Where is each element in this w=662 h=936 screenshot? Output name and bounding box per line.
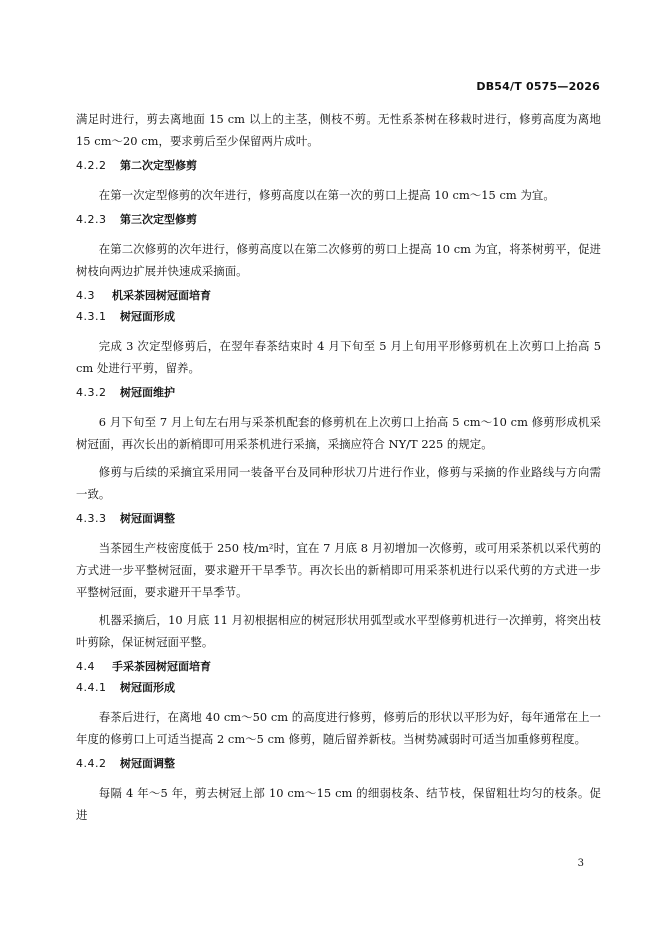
- section-number: 4.4.2: [76, 757, 107, 770]
- section-title: 树冠面调整: [120, 512, 175, 525]
- paragraph-continued: 满足时进行，剪去离地面 15 cm 以上的主茎，侧枝不剪。无性系茶树在移栽时进行，修剪高度为离地 15 cm～20 cm，要求剪后至少保留两片成叶。: [76, 112, 601, 148]
- section-heading-4-2-3: [76, 212, 601, 227]
- section-heading-4-2-2: [76, 158, 601, 173]
- section-heading-4-3: [76, 288, 601, 303]
- paragraph: 完成 3 次定型修剪后，在翌年春茶结束时 4 月下旬至 5 月上旬用平形修剪机在上次剪口上抬高 5 cm 处进行平剪，留养。: [76, 339, 601, 375]
- paragraph: 修剪与后续的采摘宜采用同一装备平台及同种形状刀片进行作业，修剪与采摘的作业路线与方向需一致。: [76, 465, 601, 501]
- section-number: 4.3.2: [76, 386, 107, 399]
- section-heading-4-3-1: [76, 309, 601, 324]
- paragraph-continues: 每隔 4 年～5 年，剪去树冠上部 10 cm～15 cm 的细弱枝条、结节枝，保留粗壮均匀的枝条。促进: [76, 786, 601, 822]
- section-number: 4.4: [76, 660, 95, 673]
- section-heading-4-3-3: [76, 511, 601, 526]
- page-number: 3: [577, 858, 584, 869]
- document-body: [76, 108, 601, 826]
- standard-id: DB54/T 0575—2026: [476, 80, 600, 93]
- section-number: 4.3.3: [76, 512, 107, 525]
- section-title: 机采茶园树冠面培育: [112, 289, 211, 302]
- paragraph: 6 月下旬至 7 月上旬左右用与采茶机配套的修剪机在上次剪口上抬高 5 cm～10 cm 修剪形成机采树冠面，再次长出的新梢即可用采茶机进行采摘，采摘应符合 NY/T 225 的规定。: [76, 415, 601, 451]
- paragraph: 机器采摘后，10 月底 11 月初根据相应的树冠形状用弧型或水平型修剪机进行一次掸剪，将突出枝叶剪除，保证树冠面平整。: [76, 613, 601, 649]
- section-number: 4.2.3: [76, 213, 107, 226]
- section-heading-4-4-2: [76, 756, 601, 771]
- section-number: 4.3.1: [76, 310, 107, 323]
- section-number: 4.3: [76, 289, 95, 302]
- section-title: 树冠面形成: [120, 310, 175, 323]
- section-number: 4.2.2: [76, 159, 107, 172]
- section-title: 树冠面维护: [120, 386, 175, 399]
- section-heading-4-4-1: [76, 680, 601, 695]
- paragraph: 在第一次定型修剪的次年进行，修剪高度以在第一次的剪口上提高 10 cm～15 cm 为宜。: [98, 188, 555, 202]
- section-number: 4.4.1: [76, 681, 107, 694]
- section-title: 第二次定型修剪: [120, 159, 197, 172]
- section-title: 树冠面调整: [120, 757, 175, 770]
- paragraph: 在第二次修剪的次年进行，修剪高度以在第二次修剪的剪口上提高 10 cm 为宜，将茶树剪平，促进树枝向两边扩展并快速成采摘面。: [76, 242, 601, 278]
- section-title: 第三次定型修剪: [120, 213, 197, 226]
- section-title: 手采茶园树冠面培育: [112, 660, 211, 673]
- paragraph: 当茶园生产枝密度低于 250 枝/m²时，宜在 7 月底 8 月初增加一次修剪，或可用采茶机以采代剪的方式进一步平整树冠面，要求避开干旱季节。再次长出的新梢即可用采茶机进行以采代剪的方式进一步平整树冠面，要求避开干旱季节。: [76, 541, 601, 599]
- section-title: 树冠面形成: [120, 681, 175, 694]
- section-heading-4-3-2: [76, 385, 601, 400]
- paragraph: 春茶后进行，在离地 40 cm～50 cm 的高度进行修剪，修剪后的形状以平形为好，每年通常在上一年度的修剪口上可适当提高 2 cm～5 cm 修剪，随后留养新枝。当树势减弱时可适当加重修剪程度。: [76, 710, 601, 746]
- section-heading-4-4: [76, 659, 601, 674]
